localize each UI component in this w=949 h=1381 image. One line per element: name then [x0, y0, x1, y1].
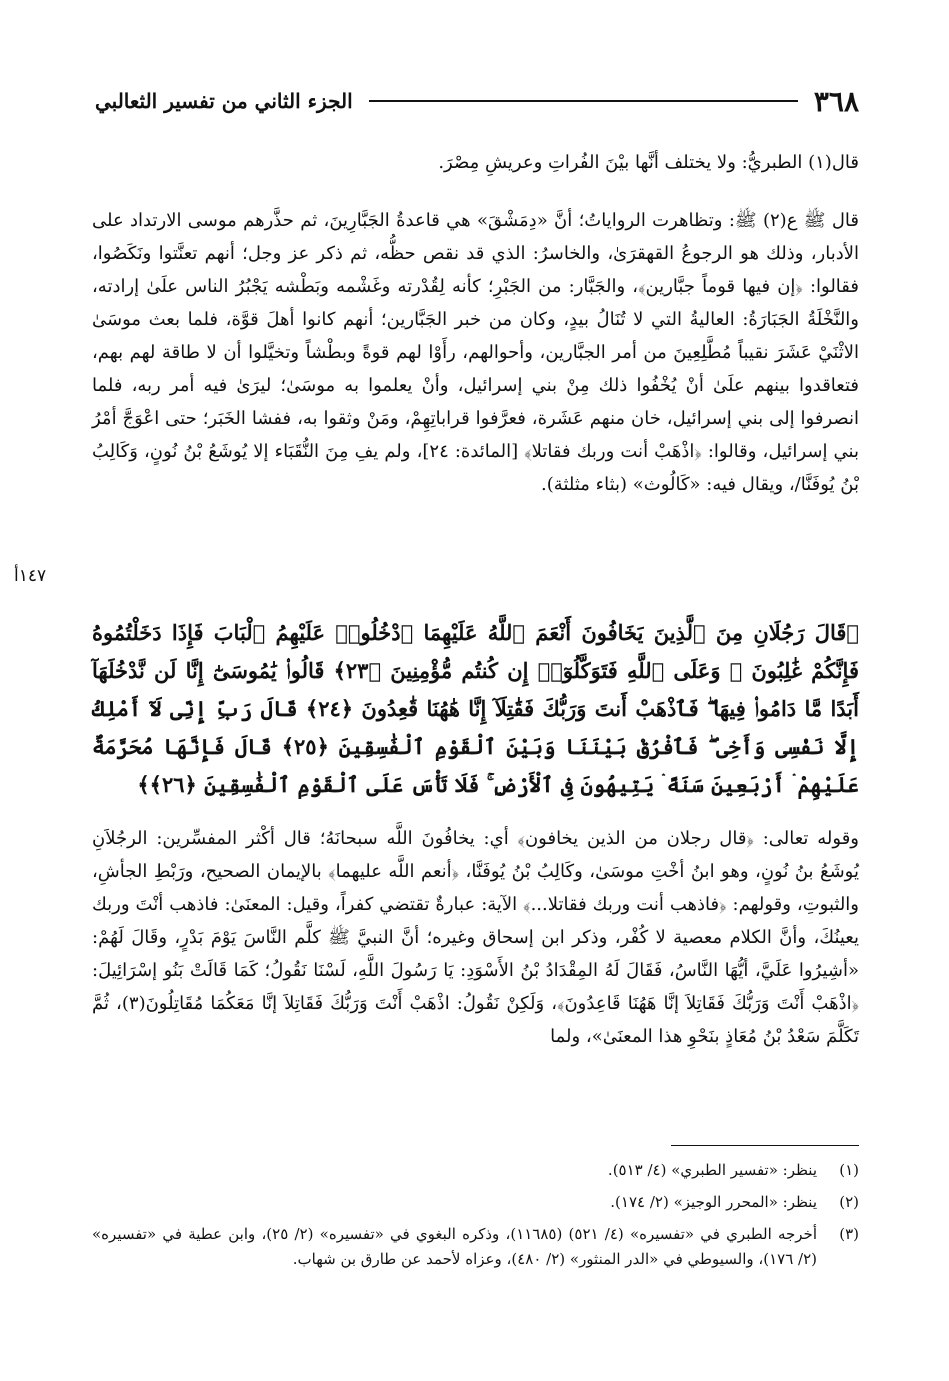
footnote: [92, 1222, 859, 1272]
page-number: ٣٦٨: [813, 84, 859, 118]
footnote-text: ينظر: «تفسير الطبري» (٤/ ٥١٣).: [607, 1161, 817, 1179]
commentary-paragraph: وقوله تعالى: ﴿قال رجلان من الذين يخافون﴾ أي: يخافُونَ اللَّه سبحانَهُ؛ قال أكْثر المفسِّرين: الرجُلاَنِ يُوشَعُ بنُ نُونٍ، وهو ابنُ أخْتِ موسَىٰ، وكَالِبُ بْنُ يُوفَنَّا، ﴿أنعم اللَّه عليهما﴾ بالإيمان الصحيح، ورَبْطِ الجأشِ، والثبوتِ، وقولهم: ﴿فاذهب أنت وربك فقاتلا...﴾ الآية: عبارةٌ تقتضي كفراً، وقيل: المعنَىٰ: فاذهب أنْتَ وربك يعينُكَ، وأنَّ الكلام معصية لا كُفْر، وذكر ابن إسحاق وغيره؛ أنَّ النبيَّ ﷺ كلَّم النَّاسَ يَوْمَ بَدْرٍ، وقَالَ لَهُمْ: «أشِيرُوا عَلَيَّ، أيُّهَا النَّاسُ، فَقَالَ لَهُ المِقْدَادُ بْنُ الأَسْوَدِ: يَا رَسُولَ اللَّهِ، لَسْنَا نَقُولُ؛ كَمَا قَالَتْ بَنُو إسْرَائِيلَ: ﴿اذْهَبْ أَنْتَ وَرَبُّكَ فَقَاتِلاَ إنَّا هَهُنَا قَاعِدُونَ﴾، وَلَكِنْ نَقُولُ: اذْهَبْ أَنْتَ وَرَبُّكَ فَقَاتِلاَ إنَّا مَعَكُمَا مُقَاتِلُونَ(٣)، ثُمَّ تَكَلَّمَ سَعْدُ بْنُ مُعَاذٍ بنَحْوِ هذا المعنَىٰ»، ولما: [92, 828, 859, 1047]
header-title: الجزء الثاني من تفسير الثعالبي: [95, 89, 353, 113]
footnote: [92, 1190, 859, 1215]
footnote: [92, 1158, 859, 1183]
footnote-number: (٢): [839, 1193, 859, 1211]
footnote-separator: [671, 1145, 859, 1146]
header-rule: [369, 100, 798, 102]
footnote-number: (٣): [839, 1225, 859, 1243]
footnote-text: أخرجه الطبري في «تفسيره» (٤/ ٥٢١) (١١٦٨٥)، وذكره البغوي في «تفسيره» (٢/ ٢٥)، وابن عطية في «تفسيره» (٢/ ١٧٦)، والسيوطي في «الدر المنثور» (٢/ ٤٨٠)، وعزاه لأحمد عن طارق بن شهاب.: [92, 1225, 817, 1268]
paragraph-1: قال(١) الطبريُّ: ولا يختلف أنَّها بيْنَ الفُراتِ وعريشِ مِصْرَ.: [438, 152, 859, 173]
paragraph-2: قال ﷺ ع(٢) ﷺ: وتظاهرت الرواياتُ؛ أنَّ «دِمَشْقَ» هي قاعدةُ الجَبَّارِينَ، ثم حذَّرهم موسى الارتداد على الأدبار، وذلك هو الرجوعُ القهقرَىٰ، والخاسرُ: الذي قد نقص حظُّه، ثم ذكر عز وجل؛ أنهم تعنَّتوا ونَكَصُوا، فقالوا: ﴿إن فيها قوماً جبَّارين﴾، والجَبَّار: من الجَبْرِ؛ كأنه لِقُدْرته وغَشْمه وبَطْشه يَجْبُرُ الناس علَىٰ إرادته، والنَّخْلَةُ الجَبَارَةُ: العاليةُ التي لا تُنَالُ بيدٍ، وكان من خبر الجَبَّارين؛ أنهم كانوا أهلَ قوَّة، فلما بعث موسَىٰ الاثْنَيْ عَشَرَ نقيباً مُطَّلِعِينَ من أمر الجبَّارين، وأحوالهم، رأَوْا لهم قوةً وبطْشاً وتخيَّلوا أن لا طاقة لهم بهم، فتعاقدوا بينهم علَىٰ أنْ يُخْفُوا ذلك مِنْ بني إسرائيل، وأنْ يعلموا به موسَىٰ؛ ليرَىٰ فيه أمر ربه، فلما انصرفوا إلى بني إسرائيل، خان منهم عَشَرة، فعرَّفوا قراباتِهِمْ، ومَنْ وثقوا به، ففشا الخَبَر؛ حتى اعْوَجَّ أمْرُ بني إسرائيل، وقالوا: ﴿اذْهَبْ أنت وربك فقاتلا﴾ [المائدة: ٢٤]، ولم يفِ مِنَ النُّقَبَاء إلا يُوشَعُ بْنُ نُونٍ، وَكَالِبُ بْنُ يُوفَنَّا/، ويقال فيه: «كَالُوث» (بثاء مثلثة).: [92, 210, 860, 495]
footnote-text: ينظر: «المحرر الوجيز» (٢/ ١٧٤).: [610, 1193, 817, 1211]
footnote-number: (١): [839, 1161, 859, 1179]
margin-reference: ١٤٧أ: [14, 566, 47, 586]
running-header: [95, 84, 859, 118]
quran-verses: ﴿قَالَ رَجُلَانِ مِنَ ٱلَّذِينَ يَخَافُونَ أَنْعَمَ ٱللَّهُ عَلَيْهِمَا ٱدْخُلُوا۟ عَلَيْهِمُ ٱلْبَابَ فَإِذَا دَخَلْتُمُوهُ فَإِنَّكُمْ غَٰلِبُونَ ۚ وَعَلَى ٱللَّهِ فَتَوَكَّلُوٓا۟ إِن كُنتُم مُّؤْمِنِينَ ﴿٢٣﴾ قَالُوا۟ يَٰمُوسَىٰٓ إِنَّا لَن نَّدْخُلَهَآ أَبَدًا مَّا دَامُوا۟ فِيهَا ۖ فَٱذْهَبْ أَنتَ وَرَبُّكَ فَقَٰتِلَآ إِنَّا هَٰهُنَا قَٰعِدُونَ ﴿٢٤﴾ قَالَ رَبِّ إِنِّى لَآ أَمْلِكُ إِلَّا نَفْسِى وَأَخِى ۖ فَٱفْرُقْ بَيْنَنَا وَبَيْنَ ٱلْقَوْمِ ٱلْفَٰسِقِينَ ﴿٢٥﴾ قَالَ فَإِنَّهَا مُحَرَّمَةٌ عَلَيْهِمْ ۛ أَرْبَعِينَ سَنَةً ۛ يَتِيهُونَ فِى ٱلْأَرْضِ ۚ فَلَا تَأْسَ عَلَى ٱلْقَوْمِ ٱلْفَٰسِقِينَ ﴿٢٦﴾﴾: [92, 620, 860, 797]
